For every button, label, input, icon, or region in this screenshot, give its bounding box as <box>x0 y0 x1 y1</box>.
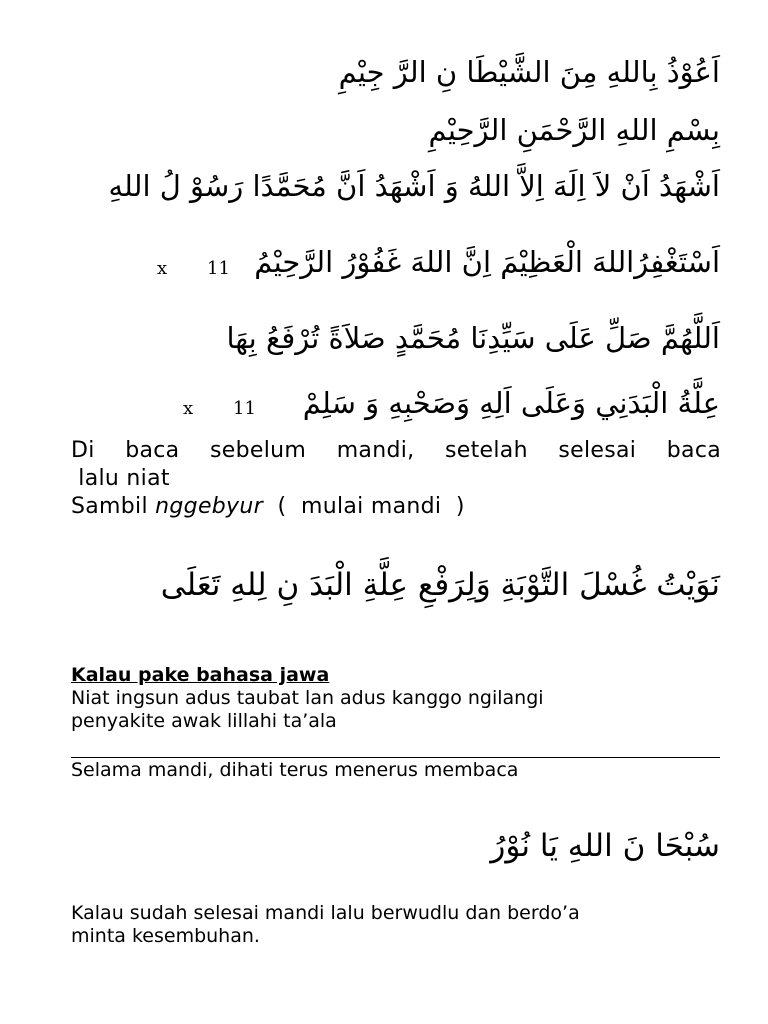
istighfar-count <box>157 257 230 281</box>
instruction-line-2: lalu niat <box>71 466 170 491</box>
times-sign: x <box>157 258 168 279</box>
jawa-line-2: penyakite awak lillahi ta’ala <box>71 710 337 732</box>
arabic-shalawat-line-2: عِلَّةُ الْبَدَنِي وَعَلَى اَلِهِ وَصَحْبِهِ وَ سَلِمْ <box>302 386 720 420</box>
jawa-heading: Kalau pake bahasa jawa <box>71 664 330 686</box>
arabic-basmalah: بِسْمِ اللهِ الرَّحْمَنِ الرَّحِيْمِ <box>428 113 720 147</box>
instruction-mulai-mandi: ( mulai mandi ) <box>262 494 465 519</box>
repeat-number: 11 <box>233 398 256 419</box>
shalawat-count <box>183 397 256 421</box>
times-sign: x <box>183 398 194 419</box>
arabic-istighfar: اَسْتَغْفِرُاللهَ الْعَظِيْمَ اِنَّ اللهَ غَفُوْرُ الرَّحِيْمُ <box>254 245 720 279</box>
instruction-line-3 <box>71 493 721 521</box>
closing-line-1: Kalau sudah selesai mandi lalu berwudlu dan berdo’a <box>71 902 580 924</box>
instruction-sambil: Sambil <box>71 494 156 519</box>
divider <box>71 757 720 758</box>
instruction-nggebyur: nggebyur <box>155 494 263 519</box>
instruction-line-1: Di baca sebelum mandi, setelah selesai baca <box>71 438 721 463</box>
jawa-line-1: Niat ingsun adus taubat lan adus kanggo ngilangi <box>71 687 544 709</box>
arabic-shalawat-line-1: اَللَّهُمَّ صَلِّ عَلَى سَيِّدِنَا مُحَمَّدٍ صَلاَةً تُرْفَعُ بِهَا <box>226 321 720 355</box>
arabic-syahadat: اَشْهَدُ اَنْ لاَ اِلَهَ اِلاَّ اللهُ وَ اَشْهَدُ اَنَّ مُحَمَّدًا رَسُوْ لُ اللهِ <box>108 169 720 203</box>
repeat-number: 11 <box>207 258 230 279</box>
arabic-niat: نَوَيْتُ غُسْلَ التَّوْبَةِ وَلِرَفْعِ عِلَّةِ الْبَدَ نِ لِلهِ تَعَلَى <box>160 567 720 603</box>
during-bath-text: Selama mandi, dihati terus menerus membaca <box>71 759 519 781</box>
arabic-taawudz: اَعُوْذُ بِاللهِ مِنَ الشَّيْطَا نِ الرَّ جِيْمِ <box>338 55 720 89</box>
arabic-dzikir: سُبْحَا نَ اللهِ يَا نُوْرُ <box>490 828 720 864</box>
closing-line-2: minta kesembuhan. <box>71 925 260 947</box>
